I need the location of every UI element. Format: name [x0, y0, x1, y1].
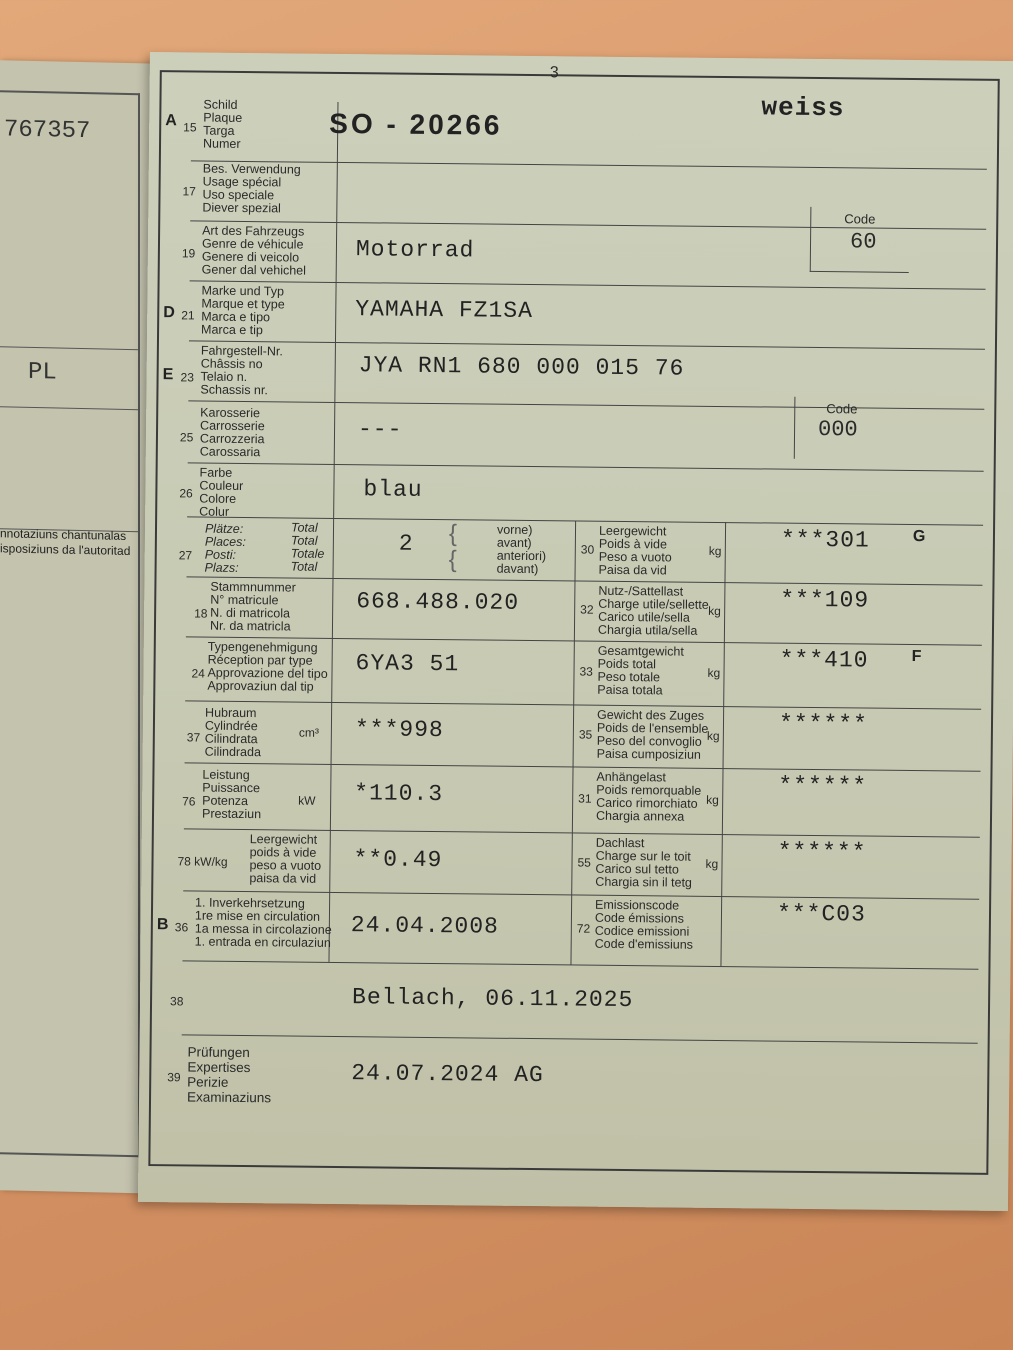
right-field-label: Gesamtgewicht Poids total Peso totale Paisa totala: [597, 643, 684, 698]
body-code: 000: [817, 417, 858, 443]
vehicle-type-code-label: Code: [844, 211, 876, 227]
field-num-76: 76: [182, 794, 196, 809]
field-num-37: 37: [186, 730, 201, 745]
left-page-number: 767357: [4, 116, 91, 146]
body-value: ---: [357, 416, 403, 443]
field-num-17: 17: [182, 184, 196, 199]
field-num-25: 25: [179, 430, 194, 445]
first-reg-value: 24.04.2008: [350, 912, 500, 940]
right-field-value: ***C03: [776, 900, 866, 928]
right-field-num: 55: [577, 855, 591, 870]
field-num-26: 26: [179, 486, 193, 501]
left-page-code: PL: [28, 358, 57, 387]
power-value: *110.3: [354, 780, 444, 808]
right-field-num: 32: [580, 602, 594, 617]
field-num-36: 36: [174, 920, 189, 935]
field-num-19: 19: [181, 246, 196, 261]
power-weight-value: **0.49: [353, 846, 443, 874]
letter-e: E: [162, 366, 174, 384]
special-use-label: Bes. Verwendung Usage spécial Uso speciale Diever spezial: [202, 161, 301, 216]
type-approval-value: 6YA3 51: [355, 650, 460, 678]
field-num-38: 38: [169, 994, 184, 1009]
field-num-23: 23: [180, 370, 195, 385]
vehicle-type-value: Motorrad: [355, 236, 475, 264]
right-field-label: Gewicht des Zuges Poids de l'ensemble Peso del convoglio Paisa cumposiziun: [596, 707, 709, 762]
displacement-unit: cm³: [298, 725, 319, 740]
field-num-18: 18: [194, 606, 208, 621]
left-page-frame: [0, 90, 140, 1157]
letter-d: D: [163, 304, 175, 322]
body-code-label: Code: [826, 401, 858, 417]
right-field-value: ***410: [779, 646, 869, 674]
displacement-label: Hubraum Cylindrée Cilindrata Cilindrada: [204, 705, 262, 760]
letter-a: A: [165, 112, 177, 130]
right-field-label: Emissionscode Code émissions Codice emissioni Code d'emissiuns: [594, 897, 694, 952]
right-field-unit: kg: [706, 792, 719, 807]
right-field-num: 31: [578, 791, 592, 806]
right-field-unit: kg: [706, 728, 720, 744]
right-field-unit: kg: [708, 603, 721, 619]
left-note-line2: isposiziuns da l'autoritad: [0, 541, 131, 559]
right-field-label: Nutz-/Sattellast Charge utile/sellette Carico utile/sella Chargia utila/sella: [597, 583, 709, 638]
seats-value: 2: [398, 530, 414, 557]
body-label: Karosserie Carrosserie Carrozzeria Carossaria: [199, 405, 265, 460]
right-field-unit: kg: [705, 856, 719, 871]
serial-label: Stammnummer N° matricule N. di matricola Nr. da matricla: [209, 579, 296, 634]
place-date-value: Bellach, 06.11.2025: [351, 984, 634, 1014]
color-value: blau: [363, 476, 423, 503]
field-num-21: 21: [181, 308, 195, 323]
right-field-value: ***301: [780, 526, 870, 554]
serial-value: 668.488.020: [356, 588, 520, 616]
right-field-label: Dachlast Charge sur le toit Carico sul tetto Chargia sin il tetg: [595, 835, 692, 890]
field-num-39: 39: [167, 1070, 181, 1085]
page-number: 3: [549, 64, 559, 82]
right-field-value: ***109: [780, 586, 870, 614]
plate-value: SO - 20266: [329, 107, 503, 141]
right-field-num: 30: [580, 542, 595, 557]
inspections-value: 24.07.2024 AG: [351, 1060, 544, 1089]
chassis-label: Fahrgestell-Nr. Châssis no Telaio n. Schassis nr.: [200, 343, 283, 398]
plate-label: Schild Plaque Targa Numer: [202, 97, 243, 151]
right-field-value: ******: [778, 772, 868, 800]
vehicle-type-code: 60: [849, 229, 877, 255]
right-field-num: 33: [579, 664, 593, 679]
power-unit: kW: [298, 793, 316, 808]
seats-front-label: vorne) avant) anteriori) davant): [496, 522, 547, 577]
letter-b: B: [156, 916, 169, 934]
right-field-label: Leergewicht Poids à vide Peso a vuoto Paisa da vid: [598, 523, 672, 578]
type-approval-label: Typengenehmigung Réception par type Approvazione del tipo Approvaziun dal tip: [207, 639, 328, 694]
registration-page: [138, 52, 1013, 1211]
right-field-num: 72: [576, 921, 591, 936]
make-type-value: YAMAHA FZ1SA: [355, 296, 534, 325]
right-field-unit: kg: [707, 665, 721, 681]
chassis-value: JYA RN1 680 000 015 76: [358, 352, 685, 382]
plate-color-value: weiss: [761, 92, 845, 124]
color-label: Farbe Couleur Colore Colur: [199, 465, 244, 519]
first-reg-label: 1. Inverkehrsetzung 1re mise en circulation 1a messa in circolazione 1. entrada en circulaziun: [194, 895, 332, 950]
power-weight-label: Leergewicht poids à vide peso a vuoto paisa da vid: [249, 832, 322, 886]
right-field-num: 35: [578, 727, 593, 742]
inspections-label: Prüfungen Expertises Perizie Examinaziuns: [186, 1044, 272, 1106]
seats-brace: { {: [448, 520, 458, 574]
right-field-value: ******: [777, 838, 867, 866]
make-type-label: Marke und Typ Marque et type Marca e tipo Marca e tip: [201, 283, 285, 338]
seats-total-label: Total Total Totale Total: [290, 520, 325, 574]
right-field-label: Anhängelast Poids remorquable Carico rimorchiato Chargia annexa: [595, 769, 702, 824]
vehicle-type-label: Art des Fahrzeugs Genre de véhicule Genere di veicolo Gener dal vehichel: [201, 223, 307, 278]
field-num-78: 78 kW/kg: [177, 854, 228, 869]
letter-f: F: [911, 648, 922, 666]
seats-label: Plätze: Places: Posti: Plazs:: [204, 521, 246, 575]
letter-g: G: [912, 528, 926, 546]
left-page: [0, 60, 162, 1193]
field-num-27: 27: [178, 548, 193, 563]
registration-sheet: [150, 64, 999, 1167]
right-field-value: ******: [778, 710, 868, 738]
field-num-24: 24: [191, 666, 205, 681]
displacement-value: ***998: [354, 716, 444, 744]
right-field-unit: kg: [708, 543, 722, 559]
field-num-15: 15: [183, 120, 197, 135]
power-label: Leistung Puissance Potenza Prestaziun: [201, 767, 262, 822]
left-note-line1: nnotaziuns chantunalas: [0, 526, 127, 543]
